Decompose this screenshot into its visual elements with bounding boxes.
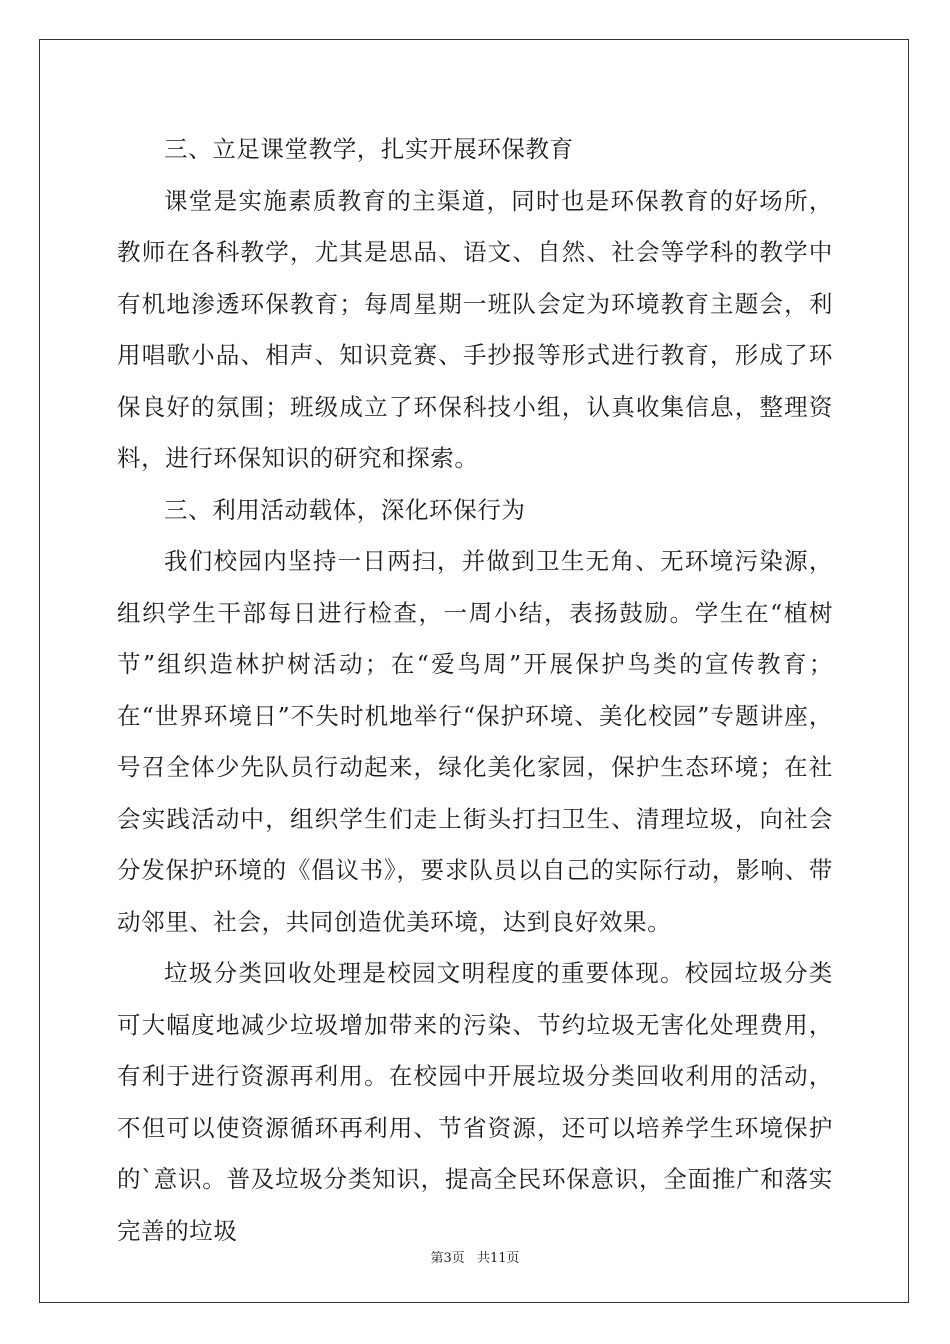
paragraph: 课堂是实施素质教育的主渠道，同时也是环保教育的好场所，教师在各科教学，尤其是思品、语文、自然、社会等学科的教学中有机地渗透环保教育；每周星期一班队会定为环境教育主题会，利用唱歌小品、相声、知识竞赛、手抄报等形式进行教育，形成了环保良好的氛围；班级成立了环保科技小组，认真收集信息，整理资料，进行环保知识的研究和探索。 <box>117 186 833 472</box>
page-number: 第3页 <box>430 1251 465 1266</box>
document-body <box>117 124 833 1257</box>
paragraph: 我们校园内坚持一日两扫，并做到卫生无角、无环境污染源，组织学生干部每日进行检查，一周小结，表扬鼓励。学生在“植树节”组织造林护树活动；在“爱鸟周”开展保护鸟类的宣传教育；在“世界环境日”不失时机地举行“保护环境、美化校园”专题讲座，号召全体少先队员行动起来，绿化美化家园，保护生态环境；在社会实践活动中，组织学生们走上街头打扫卫生、清理垃圾，向社会分发保护环境的《倡议书》，要求队员以自己的实际行动，影响、带动邻里、社会，共同创造优美环境，达到良好效果。 <box>117 547 833 936</box>
page-total: 共11页 <box>476 1251 520 1266</box>
paragraph: 垃圾分类回收处理是校园文明程度的重要体现。校园垃圾分类可大幅度地减少垃圾增加带来的污染、节约垃圾无害化处理费用，有利于进行资源再利用。在校园中开展垃圾分类回收利用的活动，不但可以使资源循环再利用、节省资源，还可以培养学生环境保护的`意识。普及垃圾分类知识，提高全民环保意识，全面推广和落实完善的垃圾 <box>117 959 833 1245</box>
section-heading: 三、立足课堂教学，扎实开展环保教育 <box>164 135 574 163</box>
section-heading: 三、利用活动载体，深化环保行为 <box>164 495 526 524</box>
page-footer <box>0 1247 950 1266</box>
